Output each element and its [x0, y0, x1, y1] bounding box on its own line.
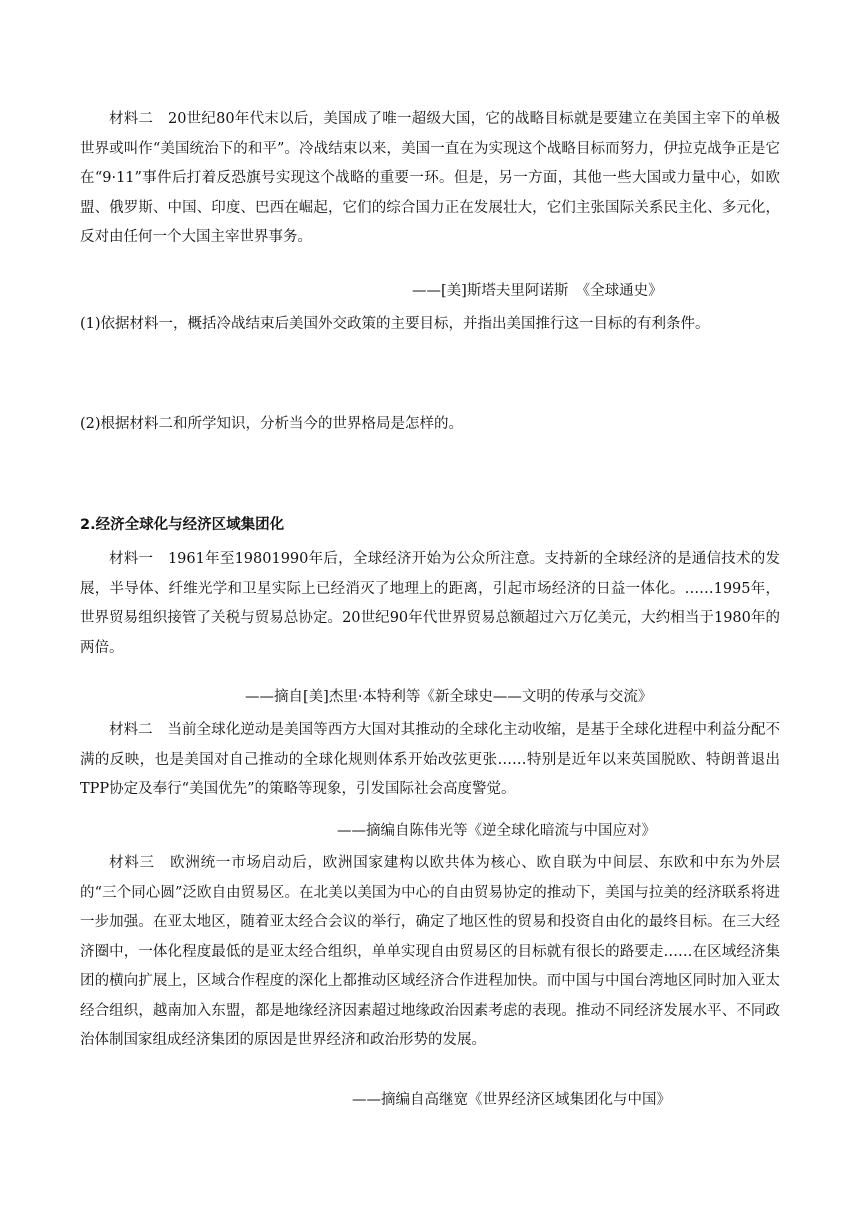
- question-2: (2)根据材料二和所学知识，分析当今的世界格局是怎样的。: [80, 416, 464, 432]
- section-heading: 2.经济全球化与经济区域集团化: [80, 517, 285, 533]
- material-2b-source: ——摘编自陈伟光等《逆全球化暗流与中国应对》: [337, 823, 656, 839]
- material-3-source: ——摘编自高继宽《世界经济区域集团化与中国》: [352, 1092, 671, 1108]
- material-1-paragraph: 材料一 1961年至19801990年后，全球经济开始为公众所注意。支持新的全球经济的是通信技术的发展，半导体、纤维光学和卫星实际上已经消灭了地理上的距离，引起市场经济的日益一体化。……1995年，世界贸易组织接管了关税与贸易总协定。20世纪90年代世界贸易总额超过六万亿美元，大约相当于1980年的两倍。: [80, 551, 780, 656]
- material-3-paragraph: 材料三 欧洲统一市场启动后，欧洲国家建构以欧共体为核心、欧自联为中间层、东欧和中东为外层的“三个同心圆”泛欧自由贸易区。在北美以美国为中心的自由贸易协定的推动下，美国与拉美的经济联系将进一步加强。在亚太地区，随着亚太经合会议的举行，确定了地区性的贸易和投资自由化的最终目标。在三大经济圈中，一体化程度最低的是亚太经合组织，单单实现自由贸易区的目标就有很长的路要走……在区域经济集团的横向扩展上，区域合作程度的深化上都推动区域经济合作进程加快。而中国与中国台湾地区同时加入亚太经合组织，越南加入东盟，都是地缘经济因素超过地缘政治因素考虑的表现。推动不同经济发展水平、不同政治体制国家组成经济集团的原因是世界经济和政治形势的发展。: [80, 855, 780, 1048]
- material-2-paragraph: 材料二 20世纪80年代末以后，美国成了唯一超级大国，它的战略目标就是要建立在美国主宰下的单极世界或叫作“美国统治下的和平”。冷战结束以来，美国一直在为实现这个战略目标而努力，伊拉克战争正是它在“9·11”事件后打着反恐旗号实现这个战略的重要一环。但是，另一方面，其他一些大国或力量中心，如欧盟、俄罗斯、中国、印度、巴西在崛起，它们的综合国力正在发展壮大，它们主张国际关系民主化、多元化，反对由任何一个大国主宰世界事务。: [80, 111, 780, 245]
- question-1: (1)依据材料一，概括冷战结束后美国外交政策的主要目标，并指出美国推行这一目标的有利条件。: [80, 316, 710, 332]
- material-1-source: ——摘自[美]杰里·本特利等《新全球史——文明的传承与交流》: [245, 689, 653, 705]
- material-2-source: ——[美]斯塔夫里阿诺斯 《全球通史》: [412, 283, 663, 299]
- material-2b-paragraph: 材料二 当前全球化逆动是美国等西方大国对其推动的全球化主动收缩，是基于全球化进程中利益分配不满的反映，也是美国对自己推动的全球化规则体系开始改弦更张……特别是近年以来英国脱欧、特朗普退出TPP协定及奉行“美国优先”的策略等现象，引发国际社会高度警觉。: [80, 722, 780, 797]
